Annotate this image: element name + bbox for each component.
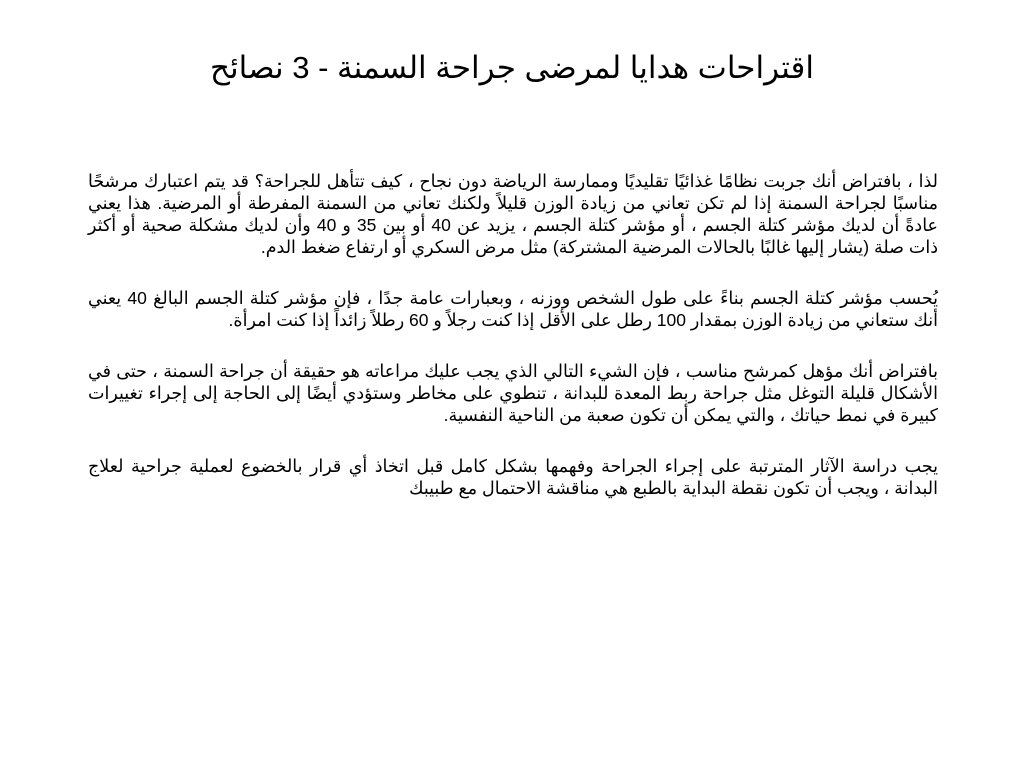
paragraph-risks: بافتراض أنك مؤهل كمرشح مناسب ، فإن الشيء التالي الذي يجب عليك مراعاته هو حقيقة أن جراحة السمنة ، حتى في الأشكال قليلة التوغل مثل جراحة ربط المعدة للبدانة ، تنطوي على مخاطر وستؤدي أيضًا إلى الحاجة إلى إجراء تغييرات كبيرة في نمط حياتك ، والتي يمكن أن تكون صعبة من الناحية النفسية.: [88, 361, 938, 425]
slide-body: [88, 170, 938, 528]
paragraph-bmi: يُحسب مؤشر كتلة الجسم بناءً على طول الشخص ووزنه ، وبعبارات عامة جدًا ، فإن مؤشر كتلة الجسم البالغ 40 يعني أنك ستعاني من زيادة الوزن بمقدار 100 رطل على الأقل إذا كنت رجلاً و 60 رطلاً زائداً إذا كنت امرأة.: [88, 288, 939, 330]
slide-title: اقتراحات هدايا لمرضى جراحة السمنة - 3 نصائح: [210, 50, 814, 85]
paragraph-decision: يجب دراسة الآثار المترتبة على إجراء الجراحة وفهمها بشكل كامل قبل اتخاذ أي قرار بالخضوع لعملية جراحية لعلاج البدانة ، ويجب أن تكون نقطة البداية بالطبع هي مناقشة الاحتمال مع طبيبك: [88, 456, 938, 498]
paragraph-qualification: لذا ، بافتراض أنك جربت نظامًا غذائيًا تقليديًا وممارسة الرياضة دون نجاح ، كيف تتأهل للجراحة؟ قد يتم اعتبارك مرشحًا مناسبًا لجراحة السمنة إذا لم تكن تعاني من زيادة الوزن قليلاً ولكنك تعاني من السمنة المفرطة أو المرضية. هذا يعني عادةً أن لديك مؤشر كتلة الجسم ، أو مؤشر كتلة الجسم ، يزيد عن 40 أو بين 35 و 40 وأن لديك مشكلة صحية أو أكثر ذات صلة (يشار إليها غالبًا بالحالات المرضية المشتركة) مثل مرض السكري أو ارتفاع ضغط الدم.: [88, 171, 939, 257]
